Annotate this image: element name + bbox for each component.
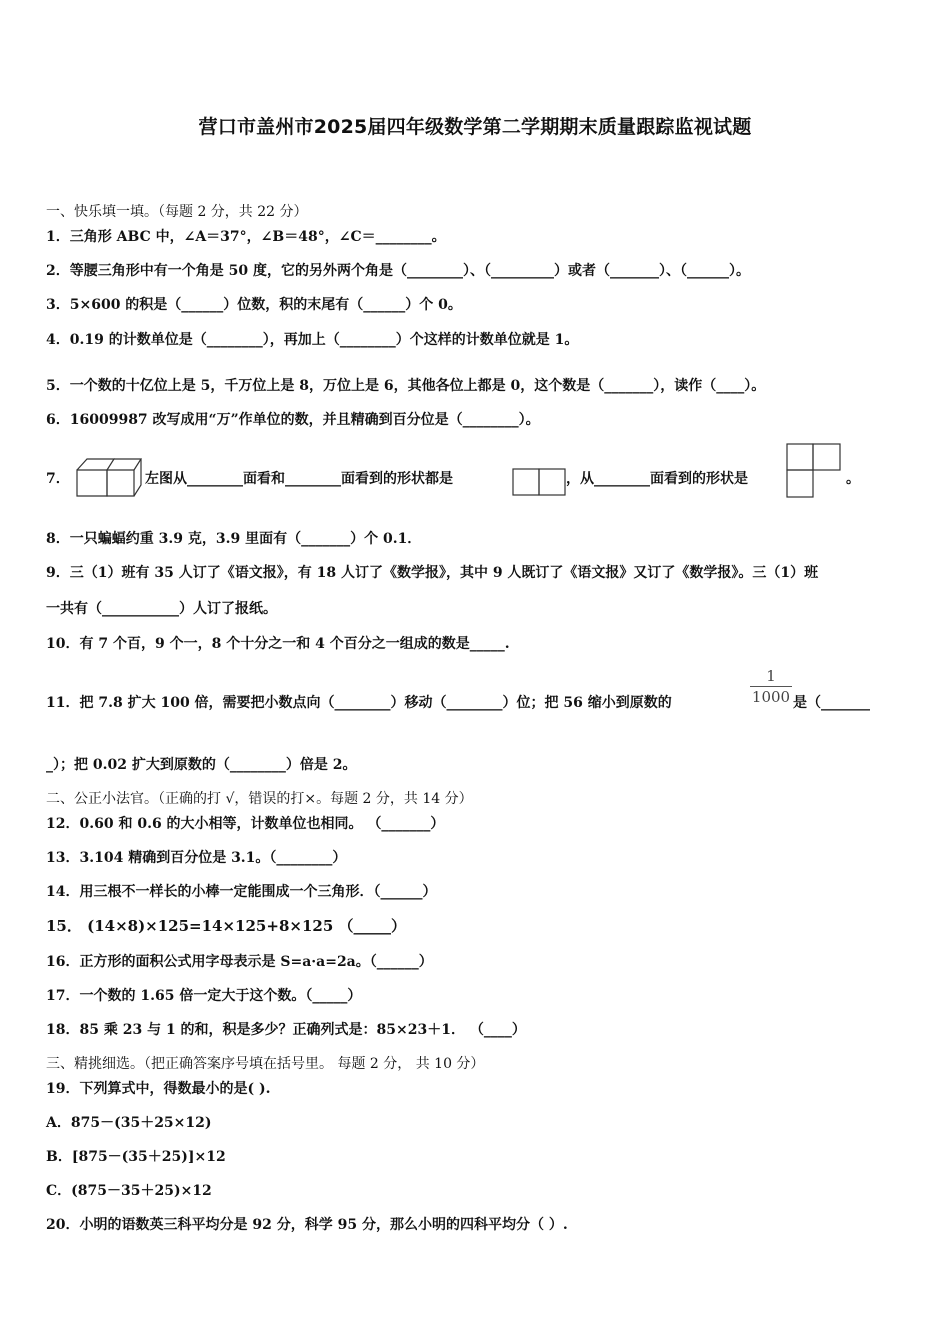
question-19: 19．下列算式中，得数最小的是( ). (46, 1081, 271, 1097)
question-5: 5．一个数的十亿位上是 5，千万位上是 8，万位上是 6，其他各位上都是 0，这个数是（_______），读作（____）。 (46, 378, 766, 394)
question-4: 4．0.19 的计数单位是（________），再加上（________）个这样的计数单位就是 1。 (46, 332, 579, 348)
question-1: 1．三角形 ABC 中，∠A＝37°，∠B＝48°，∠C＝________。 (46, 229, 446, 245)
question-9-line-2: 一共有（___________）人订了报纸。 (46, 601, 277, 617)
question-3: 3．5×600 的积是（______）位数，积的末尾有（______）个 0。 (46, 297, 462, 313)
section-heading-1: 一、快乐填一填。（每题 2 分，共 22 分） (46, 204, 308, 220)
l-shape-figure (786, 443, 842, 499)
question-20: 20．小明的语数英三科平均分是 92 分，科学 95 分，那么小明的四科平均分（ ）. (46, 1217, 568, 1233)
question-11-line-1-end: 是（_______ (793, 695, 870, 711)
section-heading-3: 三、精挑细选。（把正确答案序号填在括号里。 每题 2 分， 共 10 分） (46, 1056, 485, 1072)
question-11-line-1: 11．把 7.8 扩大 100 倍，需要把小数点向（________）移动（________）位；把 56 缩小到原数的 (46, 695, 672, 711)
question-17: 17．一个数的 1.65 倍一定大于这个数。（_____） (46, 988, 362, 1004)
question-14: 14．用三根不一样长的小棒一定能围成一个三角形．（______） (46, 884, 437, 900)
question-19-option-b: B．[875－(35＋25)]×12 (46, 1149, 226, 1165)
question-7-text-a: 左图从________面看和________面看到的形状都是 (145, 471, 453, 487)
section-heading-2: 二、公正小法官。（正确的打 √，错误的打×。每题 2 分，共 14 分） (46, 791, 473, 807)
question-15: 15． (14×8)×125=14×125+8×125 （_____） (46, 917, 406, 935)
question-8: 8．一只蝙蝠约重 3.9 克，3.9 里面有（_______）个 0.1． (46, 531, 422, 547)
question-11-line-2: _）；把 0.02 扩大到原数的（________）倍是 2。 (46, 757, 357, 773)
question-7-text-c: 。 (846, 471, 860, 487)
question-13: 13．3.104 精确到百分位是 3.1。（________） (46, 850, 347, 866)
fraction-one-thousandth (750, 667, 792, 706)
question-9-line-1: 9．三（1）班有 35 人订了《语文报》，有 18 人订了《数学报》，其中 9 人既订了《语文报》又订了《数学报》。三（1）班 (46, 565, 819, 581)
cube-stack-figure (74, 455, 144, 499)
question-2: 2．等腰三角形中有一个角是 50 度，它的另外两个角是（________）、（_________）或者（_______）、（______）。 (46, 263, 750, 279)
question-10: 10．有 7 个百，9 个一，8 个十分之一和 4 个百分之一组成的数是_____. (46, 636, 510, 652)
question-19-option-a: A．875－(35＋25×12) (46, 1115, 212, 1131)
two-squares-figure (512, 468, 566, 496)
page-title: 营口市盖州市2025届四年级数学第二学期期末质量跟踪监视试题 (198, 116, 752, 138)
question-7-text-b: ，从________面看到的形状是 (566, 471, 748, 487)
question-19-option-c: C．(875－35＋25)×12 (46, 1183, 212, 1199)
question-12: 12．0.60 和 0.6 的大小相等，计数单位也相同。 （_______） (46, 816, 445, 832)
fraction-bar (750, 686, 792, 687)
question-7-number: 7． (46, 471, 70, 487)
question-18: 18．85 乘 23 与 1 的和，积是多少？正确列式是：85×23＋1． （____） (46, 1022, 526, 1038)
question-6: 6．16009987 改写成用“万”作单位的数，并且精确到百分位是（________）。 (46, 412, 540, 428)
question-16: 16．正方形的面积公式用字母表示是 S=a·a=2a。（______） (46, 954, 433, 970)
fraction-denominator: 1000 (751, 688, 791, 706)
fraction-numerator: 1 (766, 667, 776, 685)
